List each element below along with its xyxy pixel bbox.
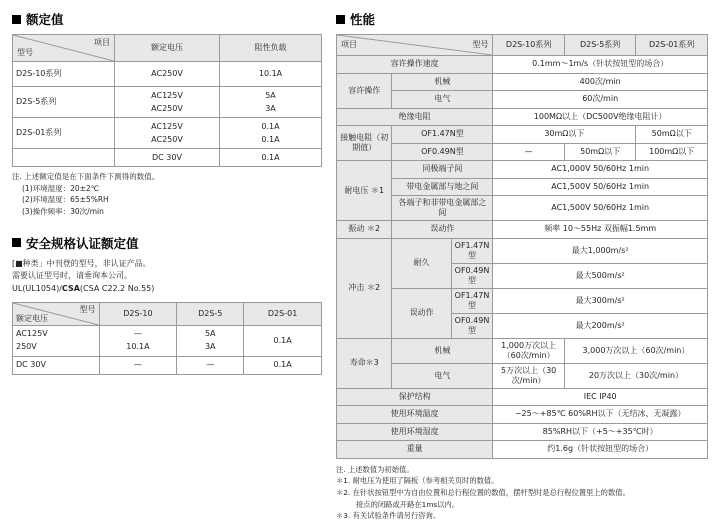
cert-col-1: D2S-5 <box>177 302 244 325</box>
perf-sublabel: 机械 <box>392 338 493 363</box>
cert-col-0: D2S-10 <box>99 302 177 325</box>
perf-value: 50mΩ以下 <box>636 126 708 144</box>
perf-header-model: 型号 <box>472 40 489 49</box>
cert-cell: 10.1A <box>99 341 177 357</box>
cert-row-label: 250V <box>13 341 100 357</box>
ratings-load: 3A <box>220 102 322 118</box>
perf-label: 使用环境温度 <box>337 406 493 424</box>
perf-label: 接触电阻（初期值） <box>337 126 392 161</box>
bullet-square-icon <box>336 15 345 24</box>
section-title-performance <box>336 10 708 28</box>
table-row <box>13 356 322 374</box>
table-row <box>13 35 322 62</box>
table-row <box>337 178 708 196</box>
perf-sublabel: 各端子和非带电金属部之间 <box>392 196 493 221</box>
section-title-performance-label: 性能 <box>350 12 376 27</box>
perf-label: 重量 <box>337 441 493 459</box>
perf-sublabel: 同极端子间 <box>392 161 493 179</box>
perf-value: 60次/min <box>493 91 708 109</box>
perf-sublabel: 机械 <box>392 73 493 91</box>
perf-col-0: D2S-10系列 <box>493 35 565 56</box>
safety-para-3-rest: (CSA C22.2 No.55) <box>79 284 155 294</box>
ratings-corner-cell <box>13 35 115 62</box>
perf-value: — <box>493 143 565 161</box>
cert-cell: 3A <box>177 341 244 357</box>
performance-table <box>336 34 708 459</box>
section-title-ratings <box>12 10 322 28</box>
ratings-load: 0.1A <box>220 118 322 134</box>
cert-cell: 0.1A <box>244 356 322 374</box>
table-row <box>13 149 322 167</box>
perf-sublabel: 误动作 <box>392 221 493 239</box>
perf-note-3 <box>336 510 708 522</box>
cert-col-2: D2S-01 <box>244 302 322 325</box>
cert-cell: — <box>99 325 177 341</box>
ratings-header-item: 项目 <box>93 38 110 48</box>
ratings-model: D2S-5系列 <box>13 87 115 118</box>
ratings-model <box>13 149 115 167</box>
cert-header-model: 型号 <box>79 304 96 314</box>
perf-label: 寿命＊3 <box>337 338 392 388</box>
perf-value: 400次/min <box>493 73 708 91</box>
perf-value: 最大200m/s² <box>493 313 708 338</box>
perf-value: 最大500m/s² <box>493 263 708 288</box>
table-row <box>13 62 322 87</box>
perf-label: 容许操作 <box>337 73 392 108</box>
ratings-load: 0.1A <box>220 133 322 149</box>
section-title-safety-label: 安全规格认证额定值 <box>26 235 139 251</box>
table-row <box>337 238 708 263</box>
perf-sublabel2: OF1.47N型 <box>451 238 493 263</box>
cert-cell: 0.1A <box>244 325 322 356</box>
safety-paragraph <box>12 258 322 296</box>
section-title-safety <box>12 234 322 252</box>
perf-sublabel: OF1.47N型 <box>392 126 493 144</box>
ratings-load: 10.1A <box>220 62 322 87</box>
cert-cell: — <box>99 356 177 374</box>
ratings-voltage: AC250V <box>114 133 219 149</box>
left-column <box>12 10 322 375</box>
perf-header-item: 项目 <box>341 40 357 49</box>
perf-label: 振动 ＊2 <box>337 221 392 239</box>
perf-col-2: D2S-01系列 <box>636 35 708 56</box>
perf-value: 1,000万次以上（60次/min） <box>493 338 565 363</box>
table-row <box>337 161 708 179</box>
perf-label: 绝缘电阻 <box>337 108 493 126</box>
perf-note-2b: 接点的闭路或开路在1ms以内。 <box>356 499 460 509</box>
cert-header-voltage: 额定电压 <box>16 313 48 323</box>
perf-corner-cell <box>337 35 493 56</box>
ratings-load: 5A <box>220 87 322 103</box>
perf-value: 频率 10～55Hz 双振幅1.5mm <box>493 221 708 239</box>
table-row <box>337 388 708 406</box>
safety-para-3-prefix: UL(UL1054)/ <box>12 284 62 294</box>
perf-col-1: D2S-5系列 <box>564 35 636 56</box>
perf-note-2-mark: ＊2. <box>336 487 351 497</box>
perf-value: AC1,500V 50/60Hz 1min <box>493 178 708 196</box>
ratings-voltage: DC 30V <box>114 149 219 167</box>
cert-corner-cell <box>13 302 100 325</box>
table-row <box>337 196 708 221</box>
right-column <box>336 10 708 522</box>
perf-sublabel: 电气 <box>392 363 493 388</box>
perf-sublabel2: OF0.49N型 <box>451 313 493 338</box>
ratings-table <box>12 34 322 167</box>
ratings-voltage: AC250V <box>114 102 219 118</box>
perf-value: 30mΩ以下 <box>493 126 636 144</box>
bullet-square-icon <box>12 238 21 247</box>
perf-value: AC1,500V 50/60Hz 1min <box>493 196 708 221</box>
perf-value: 最大300m/s² <box>493 288 708 313</box>
ratings-note-1: (1)环境湿度：20±2℃ <box>22 183 100 193</box>
table-row <box>337 423 708 441</box>
table-row <box>13 325 322 341</box>
table-row <box>337 406 708 424</box>
certified-ratings-table <box>12 302 322 375</box>
table-row <box>337 338 708 363</box>
perf-value: 100mΩ以下 <box>636 143 708 161</box>
section-title-ratings-label: 额定值 <box>26 12 64 27</box>
ratings-model: D2S-10系列 <box>13 62 115 87</box>
ratings-header-model: 型号 <box>17 48 33 57</box>
perf-label: 容许操作速度 <box>337 56 493 74</box>
perf-note-1-text: 耐电压为使用了隔板（参考相关页时的数值。 <box>352 476 499 486</box>
perf-value: 最大1,000m/s² <box>493 238 708 263</box>
table-row <box>337 108 708 126</box>
perf-sublabel: 电气 <box>392 91 493 109</box>
table-row <box>337 221 708 239</box>
perf-label: 冲击 ＊2 <box>337 238 392 338</box>
perf-notes-title: 注. 上述数值为初始值。 <box>336 464 414 474</box>
safety-para-1: [■种类」中刊登的型号，非认证产品。 <box>12 258 151 268</box>
table-row <box>13 118 322 134</box>
ratings-note-2: (2)环境湿度：65±5%RH <box>22 195 109 205</box>
perf-value: 3,000万次以上（60次/min） <box>564 338 707 363</box>
table-row <box>337 126 708 144</box>
perf-value: −25～+85℃ 60%RH以下（无结冰、无凝露） <box>493 406 708 424</box>
ratings-load: 0.1A <box>220 149 322 167</box>
perf-label: 保护结构 <box>337 388 493 406</box>
bullet-square-icon <box>12 15 21 24</box>
perf-value: IEC IP40 <box>493 388 708 406</box>
table-row <box>337 363 708 388</box>
perf-label: 耐电压 ＊1 <box>337 161 392 221</box>
perf-value: 20万次以上（30次/min） <box>564 363 707 388</box>
ratings-note-3: (3)操作频率：30次/min <box>22 206 104 216</box>
ratings-voltage: AC250V <box>114 62 219 87</box>
ratings-header-voltage: 额定电压 <box>114 35 219 62</box>
table-row <box>337 288 708 313</box>
perf-value: 0.1mm～1m/s（针状按钮型的场合） <box>493 56 708 74</box>
ratings-model: D2S-01系列 <box>13 118 115 149</box>
perf-note-3-mark: ＊3. <box>336 511 351 521</box>
ratings-note-0: 注. 上述额定值是在下面条件下测得的数值。 <box>12 172 160 181</box>
table-row <box>13 302 322 325</box>
table-row <box>337 35 708 56</box>
perf-label: 使用环境湿度 <box>337 423 493 441</box>
perf-value: AC1,000V 50/60Hz 1min <box>493 161 708 179</box>
safety-para-3-bold: CSA <box>61 284 80 294</box>
table-row <box>337 91 708 109</box>
ratings-voltage: AC125V <box>114 118 219 134</box>
perf-sublabel2: OF1.47N型 <box>451 288 493 313</box>
perf-value: 约1.6g（针状按钮型的场合） <box>493 441 708 459</box>
perf-value: 50mΩ以下 <box>564 143 636 161</box>
ratings-notes <box>12 171 322 218</box>
perf-sublabel: 误动作 <box>392 288 451 338</box>
perf-note-1 <box>336 475 708 487</box>
table-row <box>337 73 708 91</box>
ratings-header-load: 阻性负载 <box>220 35 322 62</box>
cert-cell: 5A <box>177 325 244 341</box>
perf-value: 5万次以上（30次/min） <box>493 363 565 388</box>
perf-note-3-text: 有关试验条件请另行咨询。 <box>352 511 441 521</box>
perf-value: 100MΩ以上（DC500V绝缘电阻计） <box>493 108 708 126</box>
safety-para-2: 需要认证型号时，请垂询本公司。 <box>12 271 132 281</box>
cert-cell: — <box>177 356 244 374</box>
perf-value: 85%RH以下（+5～+35℃时） <box>493 423 708 441</box>
perf-sublabel: 耐久 <box>392 238 451 288</box>
cert-row-label: AC125V <box>13 325 100 341</box>
performance-notes <box>336 464 708 522</box>
table-row <box>337 56 708 74</box>
perf-sublabel2: OF0.49N型 <box>451 263 493 288</box>
cert-row-label: DC 30V <box>13 356 100 374</box>
perf-sublabel: OF0.49N型 <box>392 143 493 161</box>
perf-note-2 <box>336 487 708 499</box>
ratings-voltage: AC125V <box>114 87 219 103</box>
table-row <box>337 143 708 161</box>
perf-note-2-text: 在针状按钮型中为自由位置和总行程位置的数值，摆杆型时是总行程位置里上的数值。 <box>352 487 630 497</box>
table-row <box>13 87 322 103</box>
perf-sublabel: 带电金属部与地之间 <box>392 178 493 196</box>
table-row <box>337 441 708 459</box>
perf-note-1-mark: ＊1. <box>336 476 351 486</box>
